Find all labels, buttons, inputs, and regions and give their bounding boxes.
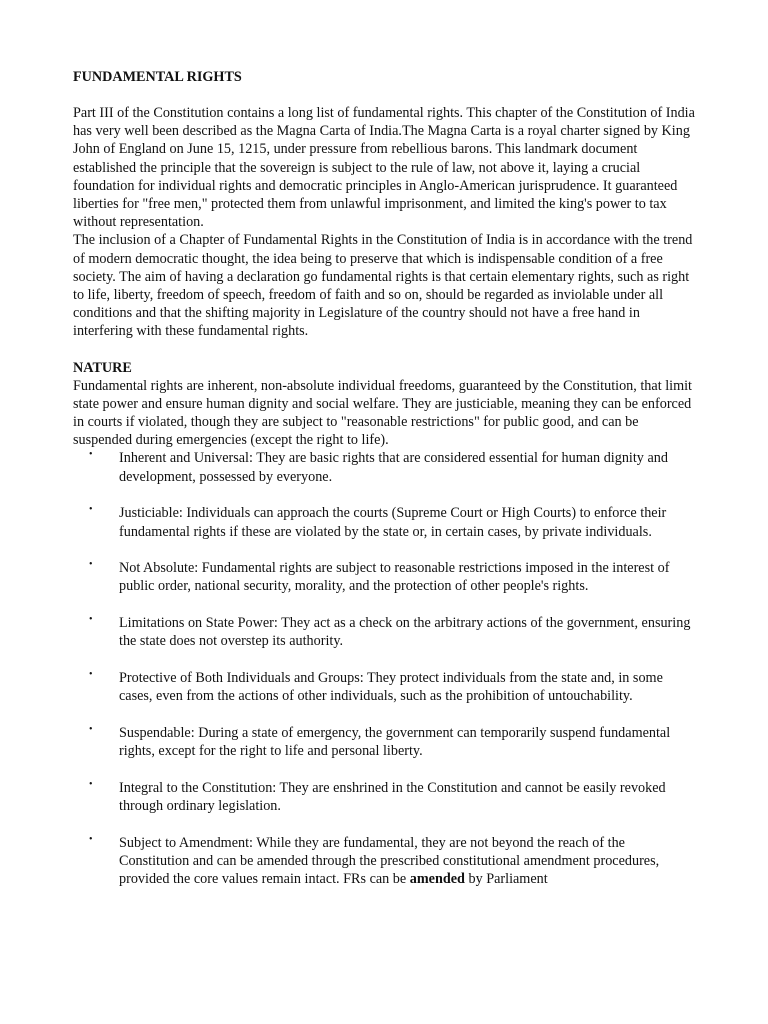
bullet-text: Integral to the Constitution: They are enshrined in the Constitution and cannot be easily revoked through ordinary legislation. — [119, 779, 666, 815]
bullet-text-before: Subject to Amendment: While they are fundamental, they are not beyond the reach of the Constitution and can be amended through the prescribed constitutional amendment procedures, provided the core values remain intact. FRs can be — [119, 834, 660, 888]
bullet-text: Protective of Both Individuals and Groups: They protect individuals from the state and, in some cases, even from the actions of other individuals, such as the prohibition of untouchability. — [119, 670, 663, 705]
document-title: FUNDAMENTAL RIGHTS — [73, 69, 242, 85]
list-item — [73, 449, 698, 485]
bullet-icon: • — [89, 614, 93, 626]
bullet-text-bold: amended — [409, 871, 465, 888]
nature-heading: NATURE — [73, 359, 132, 376]
bullet-text-after: by Parliament — [464, 871, 548, 888]
bullet-text: Justiciable: Individuals can approach the courts (Supreme Court or High Courts) to enforce their fundamental rights if these are violated by the state or, in certain cases, by private individuals. — [119, 505, 667, 540]
list-item — [73, 559, 698, 595]
list-item — [73, 669, 698, 705]
bullet-icon: • — [89, 559, 93, 571]
nature-bullet-list — [73, 449, 698, 888]
intro-paragraph-1: Part III of the Constitution contains a long list of fundamental rights. This chapter of the Constitution of India has very well been described as the Magna Carta of India.The Magna Carta is a royal charter signed by King John of England on June 15, 1215, under pressure from rebellious barons. This landmark document established the principle that the sovereign is subject to the rule of law, not above it, laying a crucial foundation for individual rights and democratic principles in Anglo-American jurisprudence. It guaranteed liberties for "free men," protected them from unlawful imprisonment, and limited the king's power to tax without representation. — [73, 105, 695, 231]
list-item — [73, 834, 698, 889]
list-item — [73, 724, 698, 760]
nature-paragraph: Fundamental rights are inherent, non-absolute individual freedoms, guaranteed by the Constitution, that limit state power and ensure human dignity and social welfare. They are justiciable, meaning they can be enforced in courts if violated, though they are subject to "reasonable restrictions" for public good, and can be suspended during emergencies (except the right to life). — [73, 377, 692, 449]
bullet-text: Suspendable: During a state of emergency, the government can temporarily suspend fundamental rights, except for the right to life and personal liberty. — [119, 724, 671, 760]
bullet-icon: • — [89, 669, 93, 681]
bullet-text: Limitations on State Power: They act as a check on the arbitrary actions of the government, ensuring the state does not overstep its authority. — [119, 615, 691, 650]
list-item — [73, 779, 698, 815]
bullet-icon: • — [89, 778, 93, 790]
intro-paragraph-2: The inclusion of a Chapter of Fundamental Rights in the Constitution of India is in accordance with the trend of modern democratic thought, the idea being to preserve that which is indispensable condition of a free society. The aim of having a declaration go fundamental rights is that certain elementary rights, such as right to life, liberty, freedom of speech, freedom of faith and so on, should be regarded as inviolable under all conditions and that the shifting majority in Legislature of the country should not have a free hand in interfering with these fundamental rights. — [73, 232, 693, 340]
bullet-text: Inherent and Universal: They are basic rights that are considered essential for human dignity and development, possessed by everyone. — [119, 450, 668, 485]
list-item — [73, 614, 698, 650]
bullet-icon: • — [89, 833, 93, 845]
bullet-text: Not Absolute: Fundamental rights are subject to reasonable restrictions imposed in the interest of public order, national security, morality, and the protection of other people's rights. — [119, 560, 670, 595]
bullet-icon: • — [89, 723, 93, 735]
document-page — [73, 68, 698, 907]
bullet-icon: • — [89, 449, 93, 461]
section-spacer — [73, 341, 698, 359]
list-item — [73, 504, 698, 540]
bullet-icon: • — [89, 504, 93, 516]
